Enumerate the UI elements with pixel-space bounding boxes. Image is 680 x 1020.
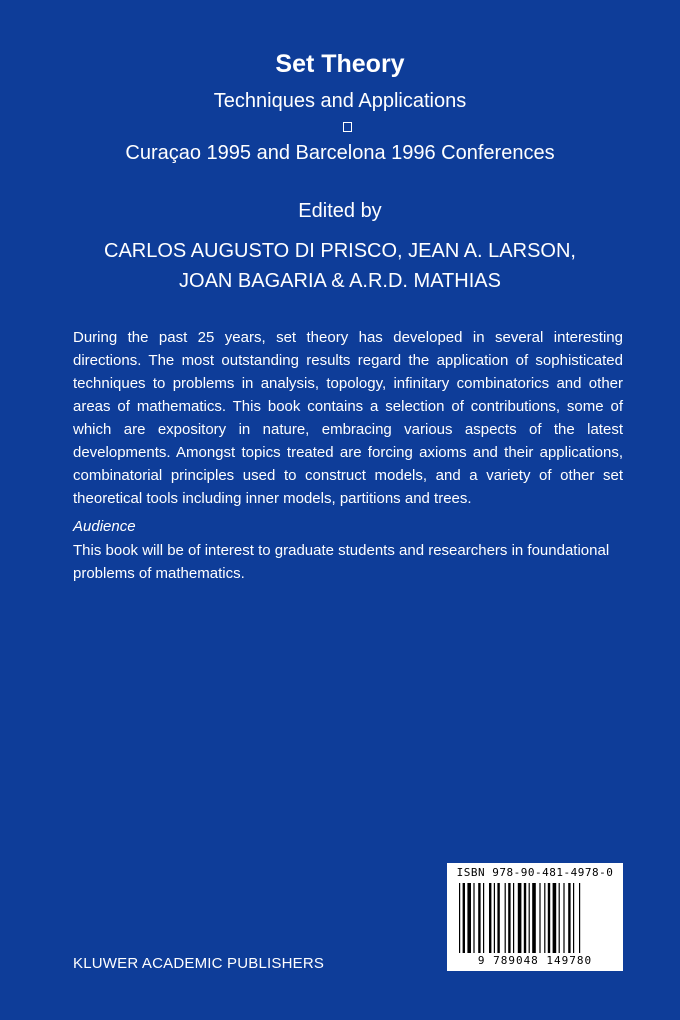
isbn-label: ISBN 978-90-481-4978-0 xyxy=(456,866,614,879)
audience-description: This book will be of interest to graduate students and researchers in foundational problems of mathematics. xyxy=(73,542,610,582)
publisher-name: KLUWER ACADEMIC PUBLISHERS xyxy=(73,955,325,972)
editors-line-2: JOAN BAGARIA & A.R.D. MATHIAS xyxy=(179,270,501,292)
ean-number: 9 789048 149780 xyxy=(477,954,593,967)
barcode-bars xyxy=(457,883,613,953)
audience-heading: Audience xyxy=(73,518,136,535)
editors-block xyxy=(0,236,680,296)
edited-by-label: Edited by xyxy=(298,200,382,222)
book-description: During the past 25 years, set theory has developed in several interesting directions. The most outstanding results regard the application of sophisticated techniques to problems in analysis, topology, infinitary combinatorics and other areas of mathematics. This book contains a selection of contributions, some of which are expository in nature, embracing various aspects of the latest developments. Amongst topics treated are forcing axioms and their applications, combinatorial principles used to construct models, and a variety of other set theoretical tools including inner models, partitions and trees. xyxy=(73,329,623,507)
missing-glyph-icon xyxy=(343,122,352,132)
book-subtitle: Techniques and Applications xyxy=(213,90,467,112)
editors-line-1: CARLOS AUGUSTO DI PRISCO, JEAN A. LARSON, xyxy=(104,240,576,262)
book-title: Set Theory xyxy=(275,50,405,78)
isbn-barcode xyxy=(447,863,623,971)
conference-line: Curaçao 1995 and Barcelona 1996 Conferences xyxy=(125,142,555,164)
